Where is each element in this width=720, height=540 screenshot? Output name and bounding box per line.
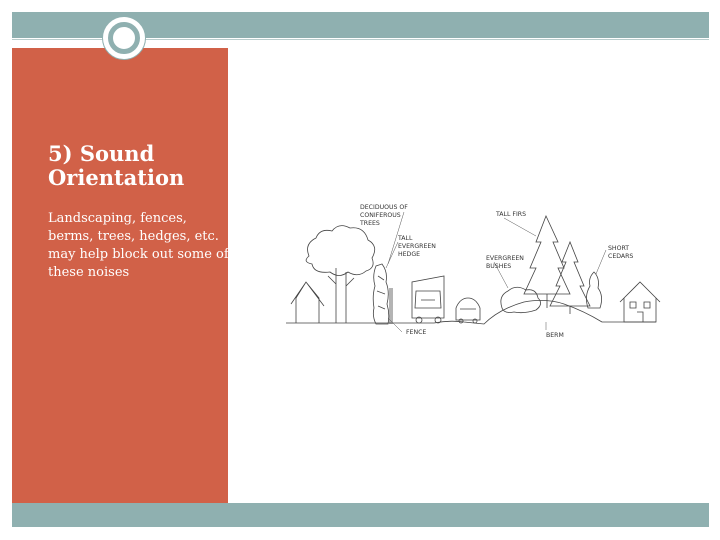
title-panel [12,48,228,503]
bottom-band [12,503,709,527]
sound-barrier-illustration [284,196,664,346]
hedge-texture [377,276,385,309]
left-house [291,282,324,323]
right-house-openings [630,302,650,322]
deciduous-tree-crown [306,226,375,276]
tall-fir [524,216,570,294]
label-berm: BERM [546,332,564,339]
label-deciduous-line2: CONIFEROUS [360,212,401,219]
evergreen-hedge [373,264,389,324]
label-cedars-line2: CEDARS [608,253,634,260]
fir-trunks [547,294,570,314]
ring-ornament [102,16,146,60]
label-bushes-line2: BUSHES [486,263,512,270]
label-hedge-line1: TALL [398,235,413,242]
truck-body [412,276,444,318]
label-fence: FENCE [406,329,427,336]
slide-body: Landscaping, fences, berms, trees, hedges, etc. may help block out some of these noises [48,211,229,280]
right-house [620,282,660,322]
label-cedars-line1: SHORT [608,245,630,252]
fence [390,288,392,324]
label-bushes-line1: EVERGREEN [486,255,524,262]
label-deciduous-line1: DECIDUOUS OF [360,204,408,211]
label-tall-firs: TALL FIRS [496,211,527,218]
ground-berm-line [286,300,656,324]
deciduous-tree-trunks [328,268,354,323]
evergreen-bushes [501,287,541,312]
label-hedge-line2: EVERGREEN [398,243,436,250]
label-hedge-line3: HEDGE [398,251,421,258]
tall-fir-2 [550,242,590,306]
slide-title: 5) Sound Orientation [48,141,185,190]
truck-window [415,291,441,308]
car [456,298,480,320]
label-deciduous-line3: TREES [360,220,380,227]
